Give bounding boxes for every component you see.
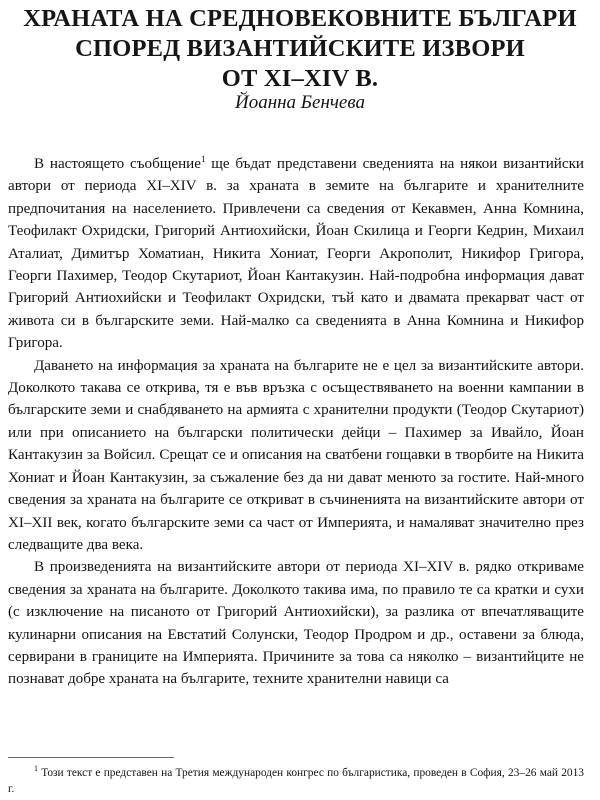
footnote-text: Този текст е представен на Третия международен конгрес по българистика, проведен в София, 23–26 май 2013 г. — [8, 767, 584, 795]
paragraph-text: ще бъдат представени сведенията на някои византийски автори от периода XI–XIV в. за храната в земите на българите и хранителните предпочитания на населението. Привлечени са сведения от Кекавмен, Анна Комнина, Теофилакт Охридски, Григорий Антиохийски, Йоан Скилица и Георги Кедрин, Михаил Аталиат, Димитър Хоматиан, Никита Хониат, Георги Акрополит, Никифор Григора, Георги Пахимер, Теодор Скутариот, Йоан Кантакузин. Най-подробна информация дават Григорий Антиохийски и Теофилакт Охридски, тъй като и двамата прекарват част от живота си в българските земи. Най-малко са сведенията в Анна Комнина и Никифор Григора. — [8, 156, 584, 352]
paragraph-text: В настоящето съобщение — [34, 156, 201, 172]
title-line: СПОРЕД ВИЗАНТИЙСКИТЕ ИЗВОРИ — [75, 35, 525, 62]
paragraph-1 — [8, 153, 584, 355]
footnote-reference[interactable]: 1 — [200, 153, 206, 164]
title-line: ОТ XI–XIV В. — [221, 65, 379, 92]
author-name: Йоанна Бенчева — [234, 92, 365, 113]
article-title — [20, 4, 580, 94]
footnote-marker: 1 — [34, 764, 38, 774]
footnote — [8, 765, 584, 797]
footnote-divider — [8, 757, 174, 758]
paragraph-2: Даването на информация за храната на българите не е цел за византийските автори. Доколкото такава се открива, тя е във връзка с осъществяването на военни кампании в българските земи и снабдяването на армията с хранителни продукти (Теодор Скутариот) или при описанието на български политически дейци – Пахимер за Ивайло, Йоан Кантакузин за Войсил. Срещат се и описания на сватбени гощавки в творбите на Никита Хониат и Йоан Кантакузин, за съжаление без да ни дават менюто за гостите. Най-много сведения за храната на българите се откриват в съчиненията на византийските автори от XI–XII век, когато българските земи са част от Империята, и намаляват значително през следващите два века. — [8, 357, 584, 553]
paragraph-3: В произведенията на византийските автори от периода XI–XIV в. рядко откриваме сведения за храната на българите. Доколкото такива има, по правило те са кратки и сухи (с изключение на писаното от Григорий Антиохийски), за разлика от впечатляващите кулинарни описания на Евстатий Солунски, Теодор Продром и др., оставени за блюда, сервирани в границите на Империята. Причините за това са няколко – византийците не познават добре храната на българите, техните хранителни навици са — [8, 559, 584, 688]
title-line: ХРАНАТА НА СРЕДНОВЕКОВНИТЕ БЪЛГАРИ — [23, 5, 577, 32]
article-body — [8, 153, 584, 691]
